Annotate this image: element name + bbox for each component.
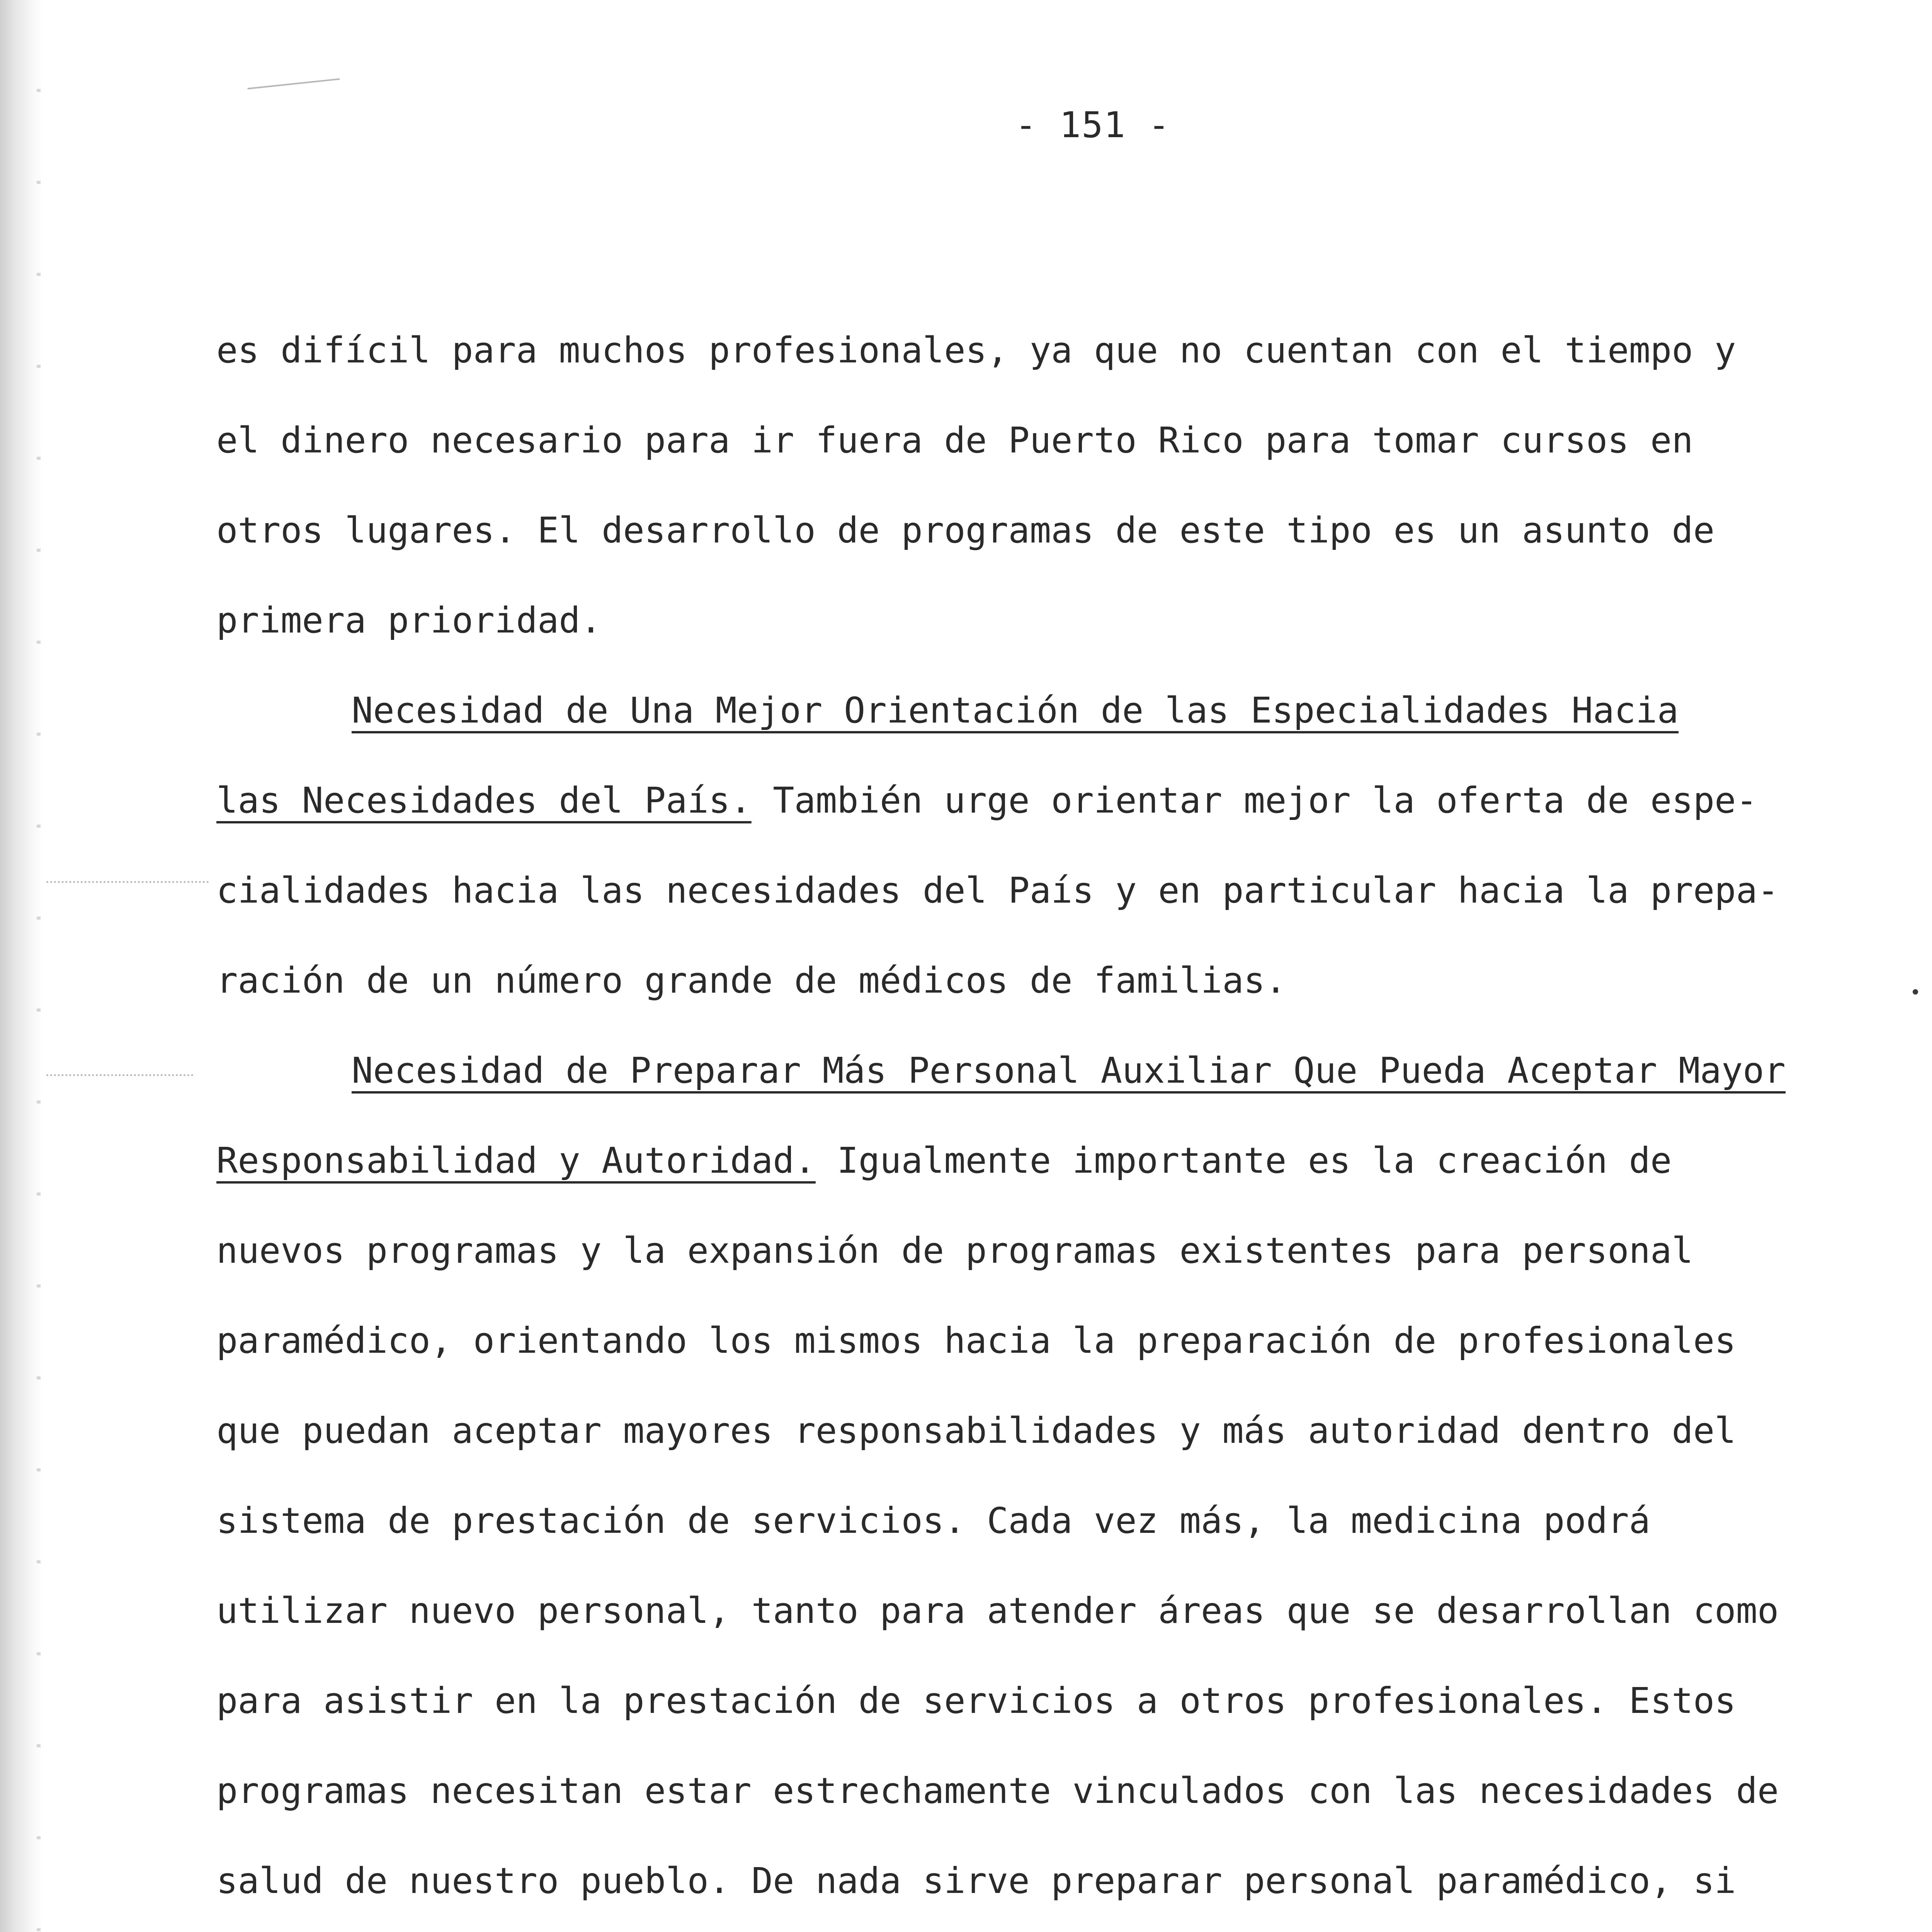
binding-marks	[37, 0, 41, 1932]
page-number: - 151 -	[1015, 104, 1170, 146]
section-heading: Necesidad de Una Mejor Orientación de las Especialidades Hacia	[352, 690, 1679, 731]
paragraph-1	[216, 305, 1917, 665]
text-line: paramédico, orientando los mismos hacia la preparación de profesionales	[216, 1320, 1736, 1361]
text-line: sistema de prestación de servicios. Cada vez más, la medicina podrá	[216, 1500, 1651, 1541]
text-line: cialidades hacia las necesidades del País y en particular hacia la prepa-	[216, 870, 1779, 911]
text-line: para asistir en la prestación de servicios a otros profesionales. Estos	[216, 1680, 1736, 1721]
text-line: es difícil para muchos profesionales, ya que no cuentan con el tiempo y	[216, 330, 1736, 371]
section-heading-line	[216, 1026, 1917, 1116]
text-line: otros lugares. El desarrollo de programas de este tipo es un asunto de	[216, 510, 1715, 551]
text-line	[216, 755, 1917, 845]
text-run: Igualmente importante es la creación de	[815, 1140, 1672, 1181]
text-line	[216, 1116, 1917, 1206]
section-heading-continued: Responsabilidad y Autoridad.	[216, 1140, 816, 1181]
section-heading-continued: las Necesidades del País.	[216, 780, 752, 821]
text-run: También urge orientar mejor la oferta de espe-	[751, 780, 1757, 821]
section-heading: Necesidad de Preparar Más Personal Auxiliar Que Pueda Aceptar Mayor	[352, 1050, 1786, 1091]
body-text	[216, 305, 1917, 1932]
text-line: ración de un número grande de médicos de familias.	[216, 960, 1287, 1001]
section-heading-line	[216, 665, 1917, 755]
text-line: primera prioridad.	[216, 600, 602, 641]
scan-mark	[46, 881, 209, 883]
text-line: el dinero necesario para ir fuera de Puerto Rico para tomar cursos en	[216, 420, 1693, 461]
text-line: utilizar nuevo personal, tanto para atender áreas que se desarrollan como	[216, 1590, 1779, 1631]
scan-mark	[247, 78, 340, 89]
paragraph-2	[216, 665, 1917, 1026]
scan-mark	[46, 1074, 193, 1076]
text-line	[216, 1926, 1917, 1932]
text-line: nuevos programas y la expansión de programas existentes para personal	[216, 1230, 1693, 1271]
text-line: programas necesitan estar estrechamente vinculados con las necesidades de	[216, 1770, 1779, 1811]
text-line: que puedan aceptar mayores responsabilidades y más autoridad dentro del	[216, 1410, 1736, 1451]
text-line: salud de nuestro pueblo. De nada sirve preparar personal paramédico, si	[216, 1860, 1736, 1901]
paragraph-3	[216, 1026, 1917, 1932]
page-binding-edge	[0, 0, 43, 1932]
